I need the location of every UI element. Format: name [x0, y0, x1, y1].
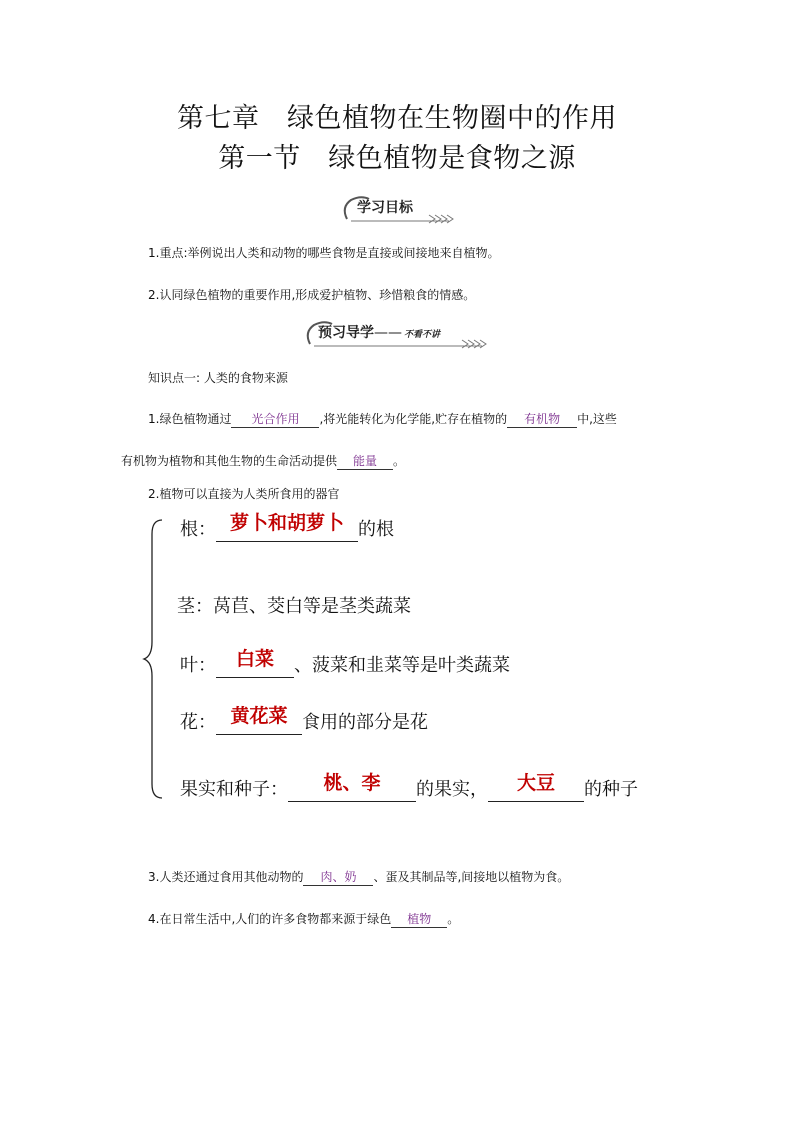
q4-text-b: 。 [447, 912, 460, 926]
knowledge-heading: 知识点一: 人类的食物来源 [148, 371, 288, 385]
q4-text-a: 4.在日常生活中,人们的许多食物都来源于绿色 [148, 912, 392, 926]
flower-answer: 黄花菜 [216, 707, 302, 735]
root-answer: 萝卜和胡萝卜 [216, 514, 358, 542]
question-2: 2.植物可以直接为人类所食用的器官 [148, 487, 340, 501]
organ-flower [180, 707, 428, 735]
preview-banner-label [318, 322, 440, 342]
root-suffix: 的根 [358, 519, 394, 540]
question-4 [148, 910, 459, 928]
organ-stem: 茎：莴苣、茭白等是茎类蔬菜 [177, 596, 411, 617]
q4-answer: 植物 [391, 910, 447, 928]
flower-suffix: 食用的部分是花 [302, 712, 428, 733]
q1-answer-2: 有机物 [507, 410, 577, 428]
q1-text-c: 中,这些 [577, 412, 617, 426]
leaf-label: 叶： [180, 655, 216, 676]
goal-item-2: 2.认同绿色植物的重要作用,形成爱护植物、珍惜粮食的情感。 [148, 288, 476, 302]
chapter-title: 第七章 绿色植物在生物圈中的作用 [177, 103, 617, 134]
q1-answer-1: 光合作用 [231, 410, 319, 428]
q1-text-e: 。 [393, 454, 406, 468]
q3-answer: 肉、奶 [303, 868, 373, 886]
question-3 [148, 868, 569, 886]
q1-answer-3: 能量 [337, 452, 393, 470]
question-1-line-1 [148, 410, 617, 428]
preview-banner [302, 318, 492, 350]
organ-fruit-seed [180, 774, 638, 802]
preview-title: 预习导学 [318, 325, 374, 341]
leaf-answer: 白菜 [216, 650, 294, 678]
goals-banner [339, 193, 459, 225]
preview-dash: —— [374, 325, 402, 341]
seed-suffix: 的种子 [584, 779, 638, 800]
leaf-suffix: 、菠菜和韭菜等是叶类蔬菜 [294, 655, 510, 676]
section-title: 第一节 绿色植物是食物之源 [218, 143, 576, 174]
q3-text-b: 、蛋及其制品等,间接地以植物为食。 [373, 870, 570, 884]
left-brace [142, 516, 168, 802]
organ-root [180, 514, 394, 542]
q1-text-d: 有机物为植物和其他生物的生命活动提供 [121, 454, 338, 468]
fruit-answer: 桃、李 [288, 774, 416, 802]
fruit-mid: 的果实， [416, 779, 488, 800]
root-label: 根： [180, 519, 216, 540]
preview-note: 不看不讲 [404, 330, 441, 340]
q1-text-b: ,将光能转化为化学能,贮存在植物的 [319, 412, 508, 426]
goals-banner-label: 学习目标 [357, 200, 413, 216]
organ-leaf [180, 650, 510, 678]
question-1-line-2 [121, 452, 405, 470]
fruit-label: 果实和种子： [180, 779, 288, 800]
goal-item-1: 1.重点:举例说出人类和动物的哪些食物是直接或间接地来自植物。 [148, 246, 500, 260]
q3-text-a: 3.人类还通过食用其他动物的 [148, 870, 304, 884]
flower-label: 花： [180, 712, 216, 733]
q1-text-a: 1.绿色植物通过 [148, 412, 232, 426]
seed-answer: 大豆 [488, 774, 584, 802]
